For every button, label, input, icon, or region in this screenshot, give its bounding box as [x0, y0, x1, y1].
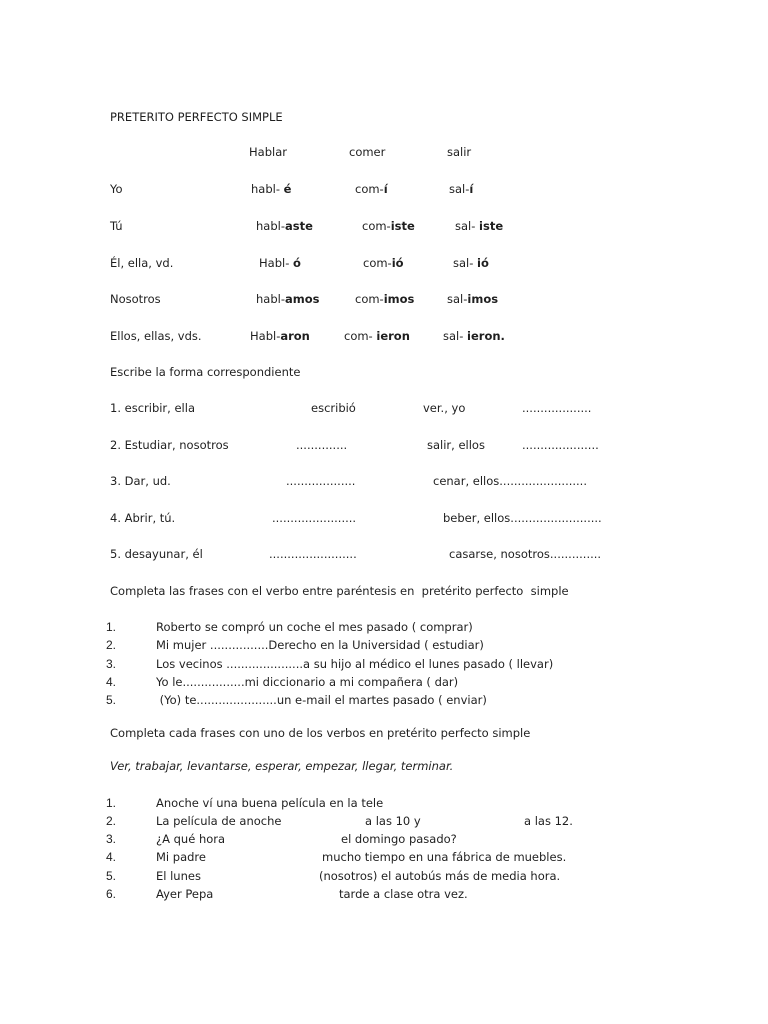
pronoun-el: Él, ella, vd. [110, 256, 174, 270]
pronoun-ellos: Ellos, ellas, vds. [110, 329, 202, 343]
ex3-item-text: mucho tiempo en una fábrica de muebles. [322, 850, 567, 864]
ex3-item-number: 1. [106, 796, 117, 810]
ex2-item-number: 3. [106, 657, 117, 671]
ex2-item-text: Mi mujer ................Derecho en la Universidad ( estudiar) [156, 638, 484, 652]
header-salir: salir [447, 145, 472, 159]
ex3-item-text: tarde a clase otra vez. [339, 887, 468, 901]
conj-cell: habl-amos [256, 292, 320, 306]
ex1-item-label: 4. Abrir, tú. [110, 511, 176, 525]
ex3-item-number: 5. [106, 869, 117, 883]
ex1-item-answer: escribió [311, 401, 356, 415]
ex3-item-text: La película de anoche [156, 814, 282, 828]
ex1-item-answer: ................... [286, 474, 356, 488]
exercise2-heading: Completa las frases con el verbo entre paréntesis en pretérito perfecto simple [110, 584, 569, 598]
ex2-item-number: 5. [106, 693, 117, 707]
ex1-item-answer: .............. [296, 438, 348, 452]
pronoun-tu: Tú [110, 219, 123, 233]
conj-cell: sal- iste [455, 219, 504, 233]
header-comer: comer [349, 145, 386, 159]
ex1-item-right [443, 511, 602, 525]
ex2-item-text: Roberto se compró un coche el mes pasado ( comprar) [156, 620, 473, 634]
conj-cell: Habl-aron [250, 329, 310, 343]
ex1-item-right-blank: ........................ [499, 474, 587, 488]
pronoun-nosotros: Nosotros [110, 292, 161, 306]
ex1-item-right-label: cenar, ellos [433, 474, 500, 488]
exercise3-verb-list: Ver, trabajar, levantarse, esperar, empezar, llegar, terminar. [110, 759, 454, 773]
conj-cell: com-iste [362, 219, 415, 233]
conj-cell: habl-aste [256, 219, 313, 233]
ex3-item-text: a las 12. [524, 814, 573, 828]
ex1-item-right-blank: ..................... [522, 438, 599, 452]
conj-cell: com-ió [363, 256, 404, 270]
conj-cell: habl- é [251, 182, 292, 196]
ex3-item-text: Ayer Pepa [156, 887, 214, 901]
ex1-item-right-blank: .............. [549, 547, 602, 561]
conj-cell: com-imos [355, 292, 415, 306]
conj-cell: sal- ieron. [443, 329, 505, 343]
ex1-item-right [433, 474, 587, 488]
exercise1-heading: Escribe la forma correspondiente [110, 365, 301, 379]
ex1-item-right-label: casarse, nosotros [449, 547, 550, 561]
ex1-item-label: 3. Dar, ud. [110, 474, 171, 488]
conj-cell: sal-í [449, 182, 474, 196]
ex1-item-right [449, 547, 601, 561]
ex1-item-right-label: ver., yo [423, 401, 466, 415]
conj-cell: sal-imos [447, 292, 499, 306]
ex1-item-answer: ....................... [272, 511, 357, 525]
header-hablar: Hablar [249, 145, 287, 159]
ex3-item-number: 2. [106, 814, 117, 828]
ex3-item-text: ¿A qué hora [156, 832, 226, 846]
conj-cell: Habl- ó [259, 256, 301, 270]
ex1-item-right-label: salir, ellos [427, 438, 485, 452]
ex1-item-right-label: beber, ellos [443, 511, 511, 525]
ex1-item-right-blank: ................... [522, 401, 592, 415]
ex3-item-text: El lunes [156, 869, 201, 883]
exercise3-heading: Completa cada frases con uno de los verbos en pretérito perfecto simple [110, 726, 531, 740]
ex2-item-text: (Yo) te......................un e-mail el martes pasado ( enviar) [156, 693, 487, 707]
ex1-item-right-blank: ......................... [510, 511, 602, 525]
ex1-item-label: 5. desayunar, él [110, 547, 203, 561]
ex3-item-text: (nosotros) el autobús más de media hora. [319, 869, 561, 883]
ex3-item-text: Mi padre [156, 850, 206, 864]
conj-cell: com-í [355, 182, 388, 196]
ex3-item-number: 6. [106, 887, 117, 901]
ex3-item-text: a las 10 y [365, 814, 421, 828]
ex1-item-answer: ........................ [269, 547, 357, 561]
page-title: PRETERITO PERFECTO SIMPLE [110, 110, 283, 124]
conj-cell: com- ieron [344, 329, 410, 343]
ex3-item-text: Anoche ví una buena película en la tele [156, 796, 384, 810]
ex2-item-number: 2. [106, 638, 117, 652]
ex2-item-number: 1. [106, 620, 117, 634]
ex2-item-text: Yo le.................mi diccionario a mi compañera ( dar) [156, 675, 459, 689]
ex3-item-text: el domingo pasado? [341, 832, 457, 846]
conj-cell: sal- ió [453, 256, 489, 270]
ex2-item-text: Los vecinos .....................a su hijo al médico el lunes pasado ( llevar) [156, 657, 554, 671]
ex3-item-number: 4. [106, 850, 117, 864]
pronoun-yo: Yo [110, 182, 123, 196]
ex3-item-number: 3. [106, 832, 117, 846]
ex2-item-number: 4. [106, 675, 117, 689]
ex1-item-label: 1. escribir, ella [110, 401, 195, 415]
ex1-item-label: 2. Estudiar, nosotros [110, 438, 229, 452]
